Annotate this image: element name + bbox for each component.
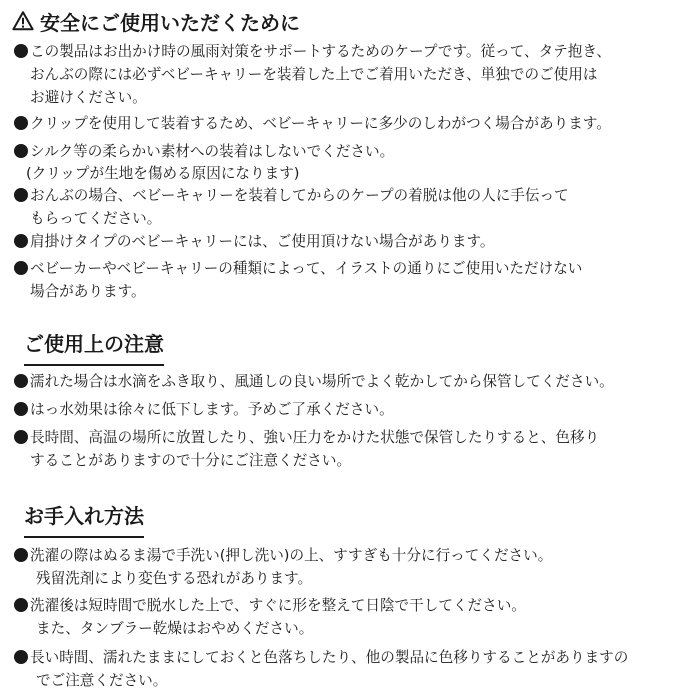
usage-item-3	[14, 426, 599, 472]
care-item-1	[14, 544, 552, 590]
safety-item-1-line-1: この製品はお出かけ時の風雨対策をサポートするためのケープです。従って、タテ抱き、	[30, 43, 611, 60]
safety-item-1-line-2: おんぶの際には必ずベビーキャリーを装着した上でご着用いただき、単独でのご使用は	[30, 66, 598, 83]
safety-item-4-line-2: もらってください。	[30, 210, 162, 227]
safety-item-6-line-2: 場合があります。	[30, 283, 146, 300]
care-item-2	[14, 594, 526, 640]
care-item-3	[14, 646, 628, 692]
usage-item-3-line-1: 長時間、高温の場所に放置したり、強い圧力をかけた状態で保管したりすると、色移り	[30, 429, 600, 446]
safety-item-5	[14, 230, 495, 253]
care-item-3-line-2: でご注意ください。	[36, 672, 168, 689]
safety-item-4	[14, 184, 569, 230]
safety-heading	[12, 6, 300, 36]
safety-item-3-line-1: シルク等の柔らかい素材への装着はしないでください。	[30, 143, 395, 160]
care-item-3-line-1: 長い時間、濡れたままにしておくと色落ちしたり、他の製品に色移りすることがありますの	[30, 649, 629, 666]
usage-item-3-line-2: することがありますので十分にご注意ください。	[30, 452, 352, 469]
bullet-icon	[14, 402, 28, 416]
safety-item-3	[14, 140, 394, 163]
safety-item-6-line-1: ベビーカーやベビーキャリーの種類によって、イラストの通りにご使用いただけない	[30, 260, 583, 277]
safety-heading-text: 安全にご使用いただくために	[40, 10, 300, 35]
bullet-icon	[14, 598, 28, 612]
care-item-2-line-1: 洗濯後は短時間で脱水した上で、すぐに形を整えて日陰で干してください。	[30, 597, 526, 614]
care-item-1-line-2: 残留洗剤により変色する恐れがあります。	[36, 570, 313, 587]
safety-item-6	[14, 257, 582, 303]
safety-item-1	[14, 40, 611, 109]
safety-item-2	[14, 112, 611, 135]
usage-item-2	[14, 398, 394, 421]
bullet-icon	[14, 548, 28, 562]
usage-heading: ご使用上の注意	[24, 330, 164, 366]
bullet-icon	[14, 650, 28, 664]
care-item-1-line-1: 洗濯の際はぬるま湯で手洗い(押し洗い)の上、すすぎも十分に行ってください。	[30, 547, 553, 564]
safety-item-4-line-1: おんぶの場合、ベビーキャリーを装着してからのケープの着脱は他の人に手伝って	[30, 187, 569, 204]
care-item-2-line-2: また、タンブラー乾燥はおやめください。	[36, 620, 314, 637]
usage-item-1	[14, 370, 614, 393]
bullet-icon	[14, 234, 28, 248]
safety-item-2-line-1: クリップを使用して装着するため、ベビーキャリーに多少のしわがつく場合があります。	[30, 115, 611, 132]
bullet-icon	[14, 116, 28, 130]
bullet-icon	[14, 144, 28, 158]
bullet-icon	[14, 188, 28, 202]
bullet-icon	[14, 374, 28, 388]
bullet-icon	[14, 44, 28, 58]
care-heading: お手入れ方法	[24, 502, 144, 538]
usage-item-2-line-1: はっ水効果は徐々に低下します。予めご了承ください。	[30, 401, 394, 418]
safety-item-3-note: (クリップが生地を傷める原因になります)	[26, 165, 300, 182]
bullet-icon	[14, 261, 28, 275]
safety-item-1-line-3: お避けください。	[30, 89, 147, 106]
safety-item-5-line-1: 肩掛けタイプのベビーキャリーには、ご使用頂けない場合があります。	[30, 233, 495, 250]
bullet-icon	[14, 430, 28, 444]
warning-triangle-icon	[12, 10, 34, 32]
usage-item-1-line-1: 濡れた場合は水滴をふき取り、風通しの良い場所でよく乾かしてから保管してください。	[30, 373, 614, 390]
